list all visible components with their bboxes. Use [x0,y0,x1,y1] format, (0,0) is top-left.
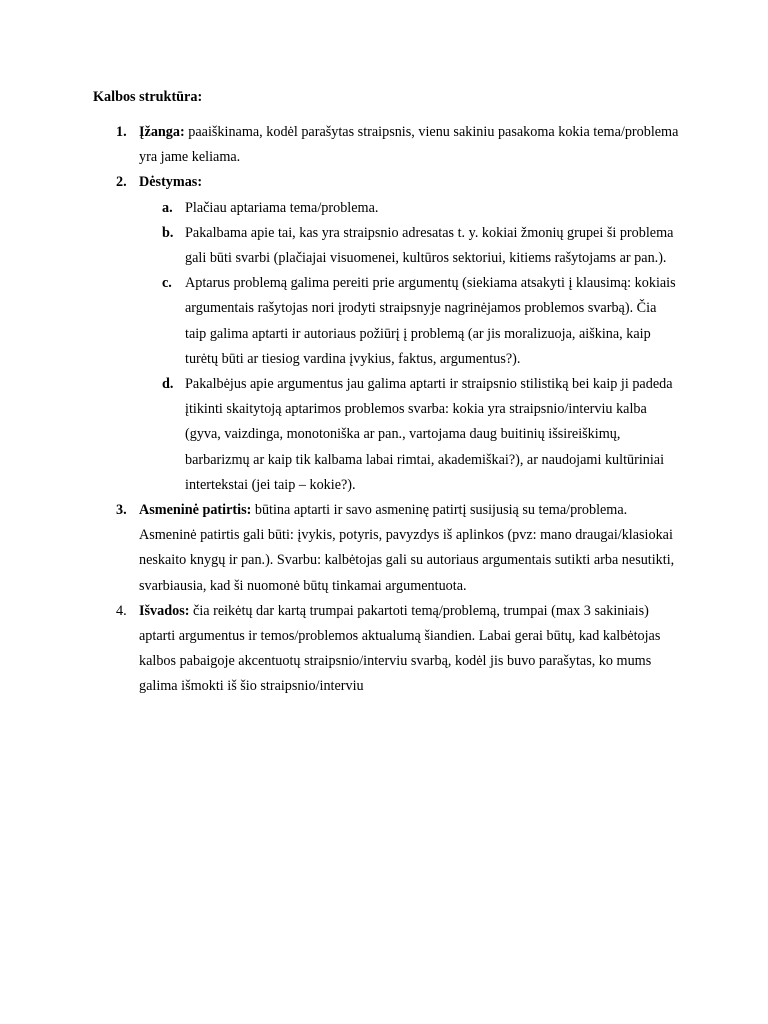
sub-item-a [162,196,679,221]
structure-list [116,120,679,700]
sub-item-text: Plačiau aptariama tema/problema. [185,199,379,216]
sub-item-c [162,271,679,372]
list-item-personal-experience [116,498,679,599]
list-item-introduction [116,120,679,170]
item-text: čia reikėtų dar kartą trumpai pakartoti temą/problemą, trumpai (max 3 sakiniais) aptarti argumentus ir temos/problemos aktualumą šiandien. Labai gerai būtų, kad kalbėtojas kalbos pabaigoje akcentuotų straipsnio/interviu svarbą, kodėl jis buvo parašytas, ko mums galima išmokti iš šio straipsnio/interviu [139,602,661,695]
sub-item-letter: d. [162,376,174,393]
item-text: būtina aptarti ir savo asmeninę patirtį susijusią su tema/problema. Asmeninė patirtis gali būti: įvykis, potyris, pavyzdys iš aplinkos (pvz: mano draugai/klasiokai neskaito knygų ir pan.). Svarbu: kalbėtojas gali su autoriaus argumentais sutikti arba nesutikti, svarbiausia, kad ši nuomonė būtų tinkamai argumentuota. [139,502,675,594]
item-number: 2. [116,174,127,191]
sub-item-letter: c. [162,275,172,292]
body-sublist [162,196,679,498]
item-number: 1. [116,124,127,140]
item-term: Išvados: [139,602,190,619]
sub-item-letter: b. [162,224,174,241]
item-number: 4. [116,602,127,619]
sub-item-d [162,372,679,498]
sub-item-text: Pakalbėjus apie argumentus jau galima aptarti ir straipsnio stilistiką bei kaip ji padeda įtikinti skaitytoją aptarimos problemos svarba: kokia yra straipsnio/interviu kalba (gyva, vaizdinga, monotoniška ar pan., vartojama daug buitinių išsireiškimų, barbarizmų ar kaip tik kalbama labai rimtai, akademiškai?), ar naudojami kultūriniai intertekstai (jei taip – kokie?). [185,376,673,493]
sub-item-letter: a. [162,199,173,216]
list-item-body [116,170,679,498]
sub-item-text: Aptarus problemą galima pereiti prie argumentų (siekiama atsakyti į klausimą: kokiais argumentais rašytojas nori įrodyti straipsnyje nagrinėjamos problemos svarbą). Čia taip galima aptarti ir autoriaus požiūrį į problemą (ar jis moralizuoja, aiškina, kaip turėtų būti ar tiesiog vardina įvykius, faktus, argumentus?). [185,275,676,367]
item-term: Asmeninė patirtis: [139,502,252,519]
page-title: Kalbos struktūra: [93,89,203,105]
item-term: Įžanga: [139,124,185,140]
sub-item-text: Pakalbama apie tai, kas yra straipsnio adresatas t. y. kokiai žmonių grupei ši problema gali būti svarbi (plačiajai visuomenei, kultūros sektoriui, kitiems rašytojams ar pan.). [185,224,674,267]
list-item-conclusions [116,599,679,700]
item-text: paaiškinama, kodėl parašytas straipsnis, vienu sakiniu pasakoma kokia tema/problema yra jame keliama. [139,124,679,166]
item-number: 3. [116,502,127,519]
item-term: Dėstymas: [139,174,203,191]
sub-item-b [162,221,679,271]
